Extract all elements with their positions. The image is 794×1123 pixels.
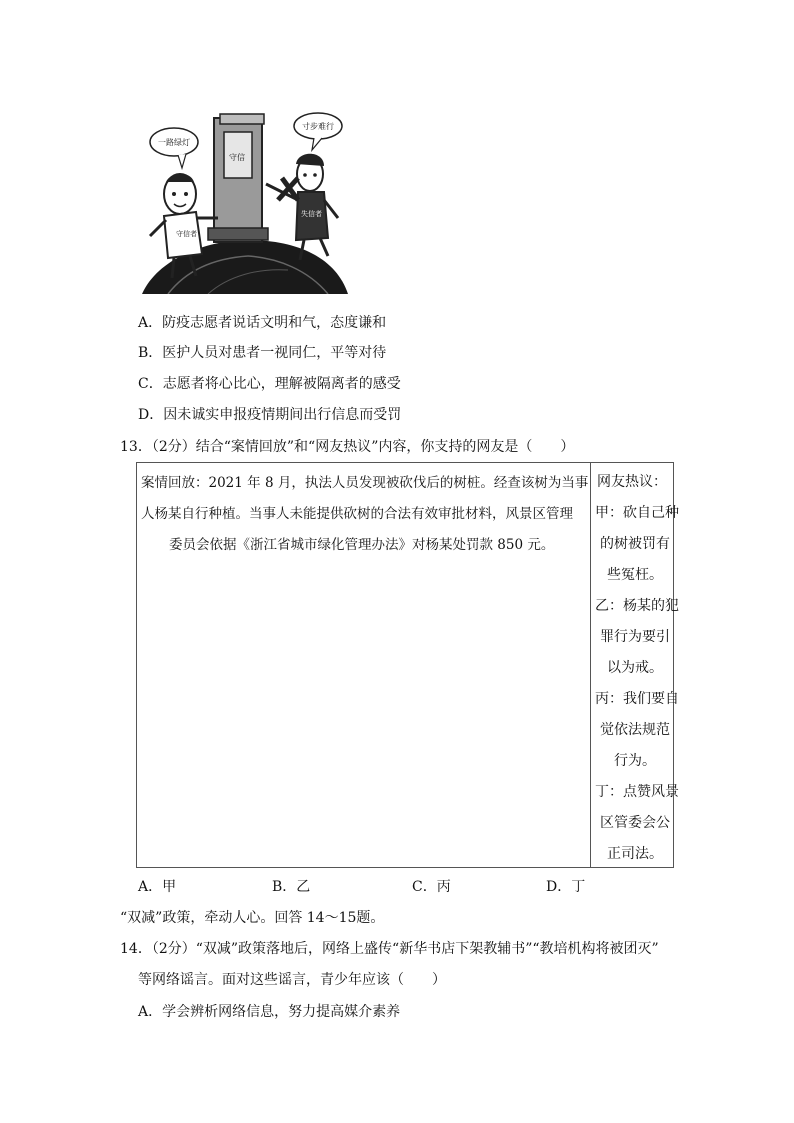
- net-line-8: 丙：我们要自: [595, 691, 679, 707]
- left-shirt-text: 守信者: [176, 230, 197, 238]
- net-line-12: 区管委会公: [600, 815, 670, 831]
- right-bubble-text: 寸步难行: [302, 122, 334, 131]
- left-speech-bubble: [150, 128, 198, 168]
- q12-option-d: D．因未诚实申报疫情期间出行信息而受罚: [138, 407, 402, 423]
- q13-option-c: C．丙: [412, 879, 451, 895]
- q12-option-c: C．志愿者将心比心，理解被隔离者的感受: [138, 376, 401, 392]
- machine-label: 守信: [229, 153, 245, 162]
- q13-option-a: A．甲: [138, 879, 177, 895]
- net-line-11: 丁：点赞风景: [595, 784, 679, 800]
- left-bubble-text: 一路绿灯: [158, 138, 190, 147]
- case-line-3: 委员会依据《浙江省城市绿化管理办法》对杨某处罚款 850 元。: [169, 537, 555, 553]
- right-shirt-text: 失信者: [301, 210, 322, 218]
- q13-option-d: D．丁: [546, 879, 586, 895]
- net-line-5: 乙：杨某的犯: [595, 598, 679, 614]
- section-intro: “双减”政策，牵动人心。回答 14～15题。: [120, 910, 385, 926]
- net-line-3: 的树被罚有: [600, 536, 670, 552]
- q12-option-a: A．防疫志愿者说话文明和气，态度谦和: [138, 315, 387, 331]
- q13-stem: 13．（2分）结合“案情回放”和“网友热议”内容，你支持的网友是（ ）: [120, 439, 575, 455]
- table-divider: [590, 463, 591, 867]
- net-line-6: 罪行为要引: [600, 629, 670, 645]
- net-line-4: 些冤枉。: [607, 567, 663, 583]
- q13-option-b: B．乙: [272, 879, 311, 895]
- q14-stem-line-1: 14．（2分）“双减”政策落地后，网络上盛传“新华书店下架教辅书”“教培机构将被团灭”: [120, 941, 659, 957]
- q12-option-b: B．医护人员对患者一视同仁，平等对待: [138, 345, 387, 361]
- q14-stem-line-2: 等网络谣言。面对这些谣言，青少年应该（ ）: [138, 972, 446, 988]
- cartoon-illustration: [138, 108, 352, 294]
- net-line-1: 网友热议：: [597, 474, 667, 490]
- credit-machine: [208, 114, 268, 242]
- net-line-10: 行为。: [614, 753, 656, 769]
- case-table: [136, 462, 679, 868]
- q14-option-a: A．学会辨析网络信息，努力提高媒介素养: [138, 1004, 401, 1020]
- right-speech-bubble: [294, 113, 342, 150]
- net-line-13: 正司法。: [607, 846, 663, 862]
- net-line-7: 以为戒。: [607, 660, 663, 676]
- case-line-2: 人杨某自行种植。当事人未能提供砍树的合法有效审批材料，风景区管理: [141, 506, 573, 522]
- case-line-1: 案情回放：2021 年 8 月，执法人员发现被砍伐后的树桩。经查该树为当事: [141, 475, 589, 491]
- net-line-2: 甲：砍自己种: [595, 505, 679, 521]
- net-line-9: 觉依法规范: [600, 722, 670, 738]
